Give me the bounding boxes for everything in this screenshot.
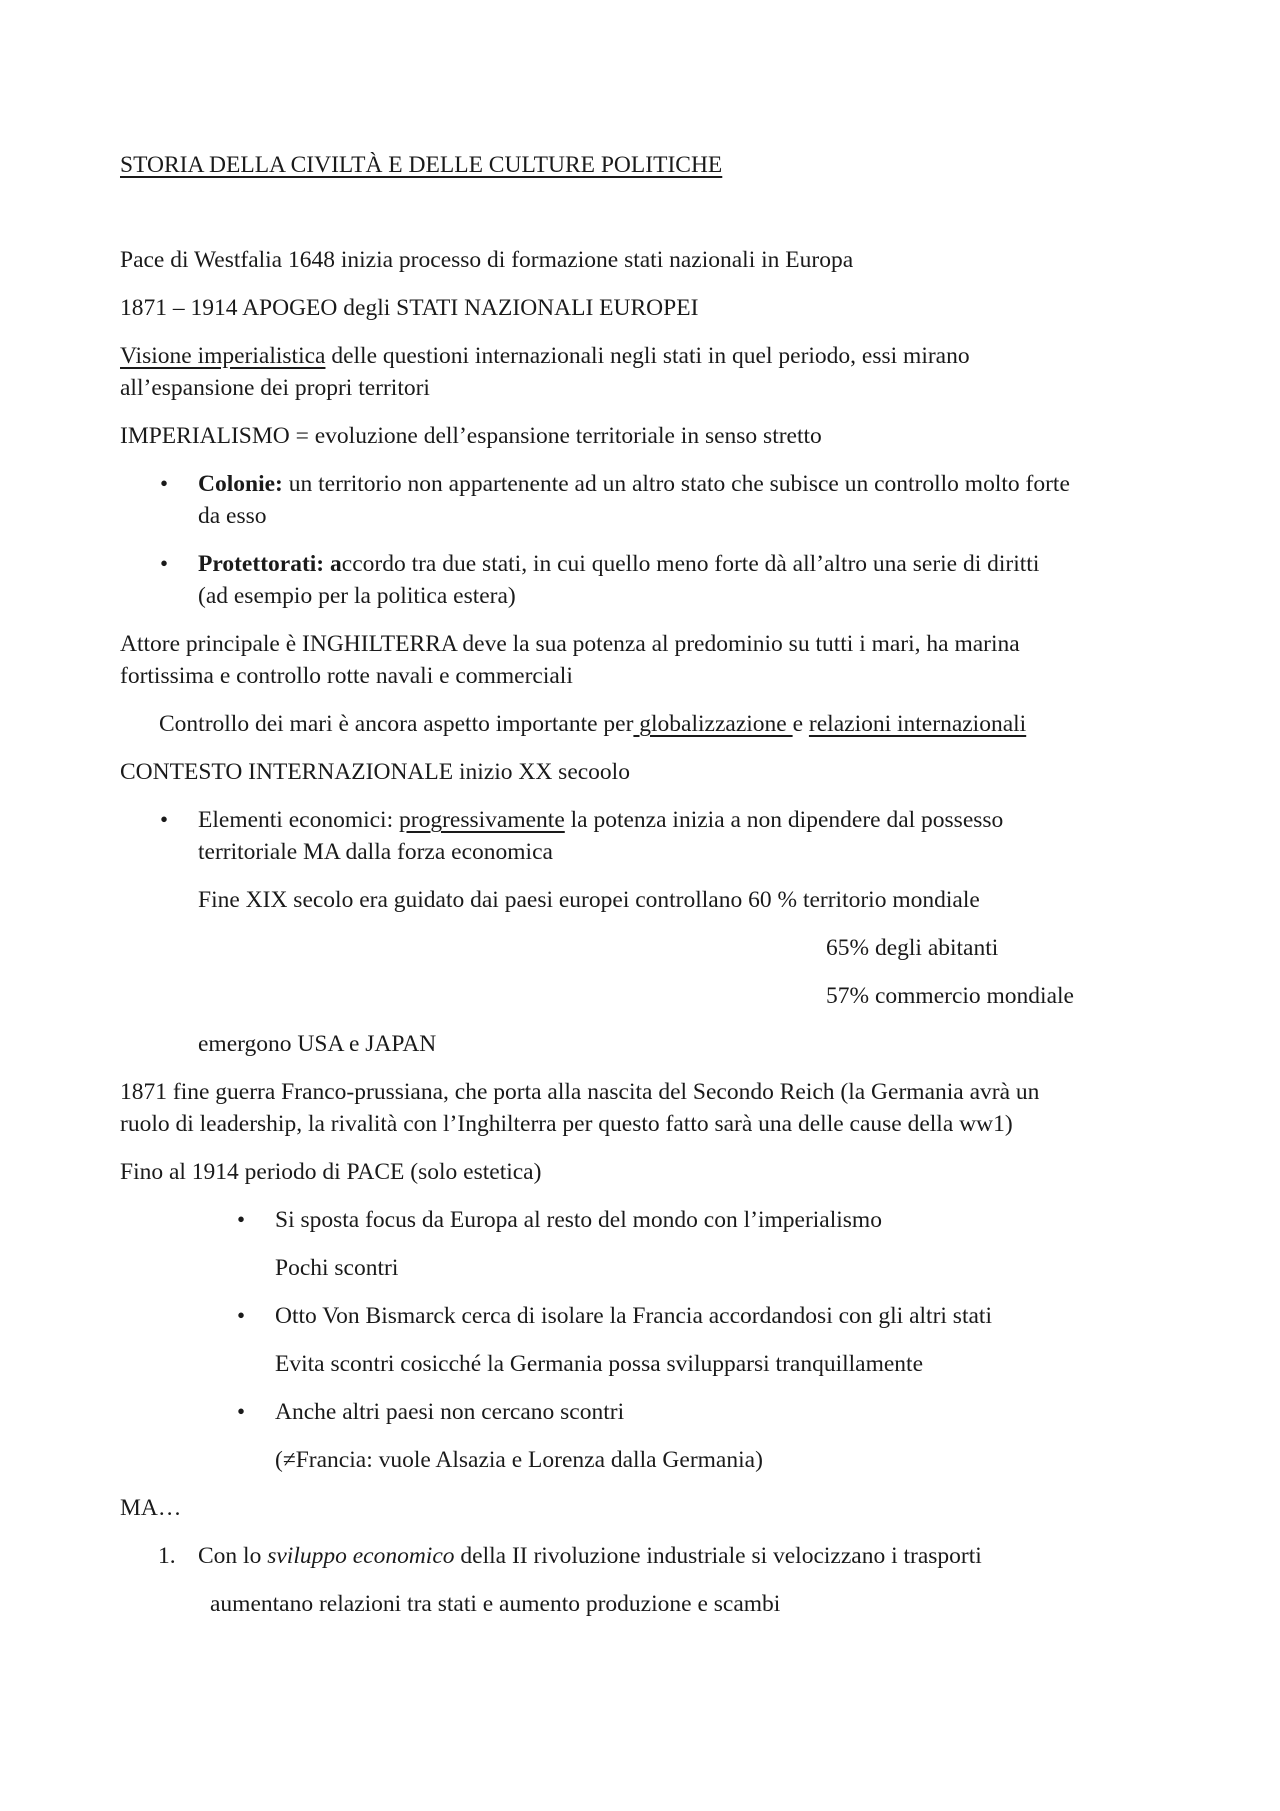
paragraph-1871-line1: 1871 fine guerra Franco-prussiana, che porta alla nascita del Secondo Reich (la Germania avrà un [120,1079,1040,1105]
bullet-marker: • [237,1399,246,1424]
paragraph-visione-line2: all’espansione dei propri territori [120,375,430,401]
economici-emergono: emergono USA e JAPAN [198,1031,437,1057]
bullet-marker: • [160,471,169,496]
economici-label: Elementi economici: [198,807,399,833]
controllo-connector: e [792,711,809,737]
paragraph-1871-line2: ruolo di leadership, la rivalità con l’Inghilterra per questo fatto sarà una delle cause della ww1) [120,1111,1013,1137]
visione-rest: delle questioni internazionali negli stati in quel periodo, essi mirano [325,343,970,369]
list-item-sviluppo [198,1540,982,1572]
economici-text: la potenza inizia a non dipendere dal possesso [564,807,1004,833]
bullet-colonie-line2: da esso [198,503,267,529]
paragraph-pace: Fino al 1914 periodo di PACE (solo estetica) [120,1159,542,1185]
bullet-marker: • [237,1303,246,1328]
bullet-altri-paesi-sub: (≠Francia: vuole Alsazia e Lorenza dalla Germania) [275,1447,763,1473]
paragraph-inghilterra-line2: fortissima e controllo rotte navali e commerciali [120,663,573,689]
term-colonie: Colonie: [198,471,283,497]
paragraph-apogeo: 1871 – 1914 APOGEO degli STATI NAZIONALI EUROPEI [120,295,699,321]
bullet-marker: • [160,551,169,576]
paragraph-imperialismo: IMPERIALISMO = evoluzione dell’espansione territoriale in senso stretto [120,423,822,449]
bullet-focus-sub: Pochi scontri [275,1255,399,1281]
bullet-marker: • [160,807,169,832]
economici-fine-xix: Fine XIX secolo era guidato dai paesi europei controllano 60 % territorio mondiale [198,887,980,913]
underlined-globalizzazione: globalizzazione [633,711,793,737]
underlined-visione: Visione imperialistica [120,343,326,369]
list-number: 1. [158,1543,176,1569]
paragraph-visione-line1 [120,340,970,372]
bullet-bismarck-sub: Evita scontri cosicché la Germania possa svilupparsi tranquillamente [275,1351,924,1377]
bullet-economici-line1 [198,804,1003,836]
bullet-bismarck: Otto Von Bismarck cerca di isolare la Francia accordandosi con gli altri stati [275,1303,992,1329]
bullet-focus: Si sposta focus da Europa al resto del mondo con l’imperialismo [275,1207,882,1233]
sviluppo-prefix: Con lo [198,1543,268,1569]
bullet-altri-paesi: Anche altri paesi non cercano scontri [275,1399,625,1425]
paragraph-ma: MA… [120,1495,182,1521]
bullet-protettorati-line1 [198,548,1039,580]
bullet-colonie-line1 [198,468,1070,500]
paragraph-inghilterra-line1: Attore principale è INGHILTERRA deve la sua potenza al predominio su tutti i mari, ha marina [120,631,1020,657]
underlined-relazioni: relazioni internazionali [808,711,1027,737]
list-item-sviluppo-sub: aumentano relazioni tra stati e aumento produzione e scambi [210,1591,781,1617]
economici-commercio: 57% commercio mondiale [826,983,1074,1009]
bullet-protettorati-line2: (ad esempio per la politica estera) [198,583,516,609]
paragraph-contesto: CONTESTO INTERNAZIONALE inizio XX secoolo [120,759,630,785]
paragraph-westfalia: Pace di Westfalia 1648 inizia processo di formazione stati nazionali in Europa [120,247,854,273]
protettorati-text: ccordo tra due stati, in cui quello meno forte dà all’altro una serie di diritti [341,551,1040,577]
controllo-text: Controllo dei mari è ancora aspetto importante per [159,711,634,737]
bullet-marker: • [237,1207,246,1232]
economici-abitanti: 65% degli abitanti [826,935,999,961]
paragraph-controllo-mari [159,708,1026,740]
term-protettorati: Protettorati: a [198,551,342,577]
colonie-text: un territorio non appartenente ad un altro stato che subisce un controllo molto forte [282,471,1070,497]
underlined-progressivamente: progressivamente [399,807,565,833]
document-title: STORIA DELLA CIVILTÀ E DELLE CULTURE POLITICHE [120,152,723,178]
sviluppo-text: della II rivoluzione industriale si velocizzano i trasporti [454,1543,982,1569]
italic-sviluppo-economico: sviluppo economico [267,1543,455,1569]
bullet-economici-line2: territoriale MA dalla forza economica [198,839,553,865]
